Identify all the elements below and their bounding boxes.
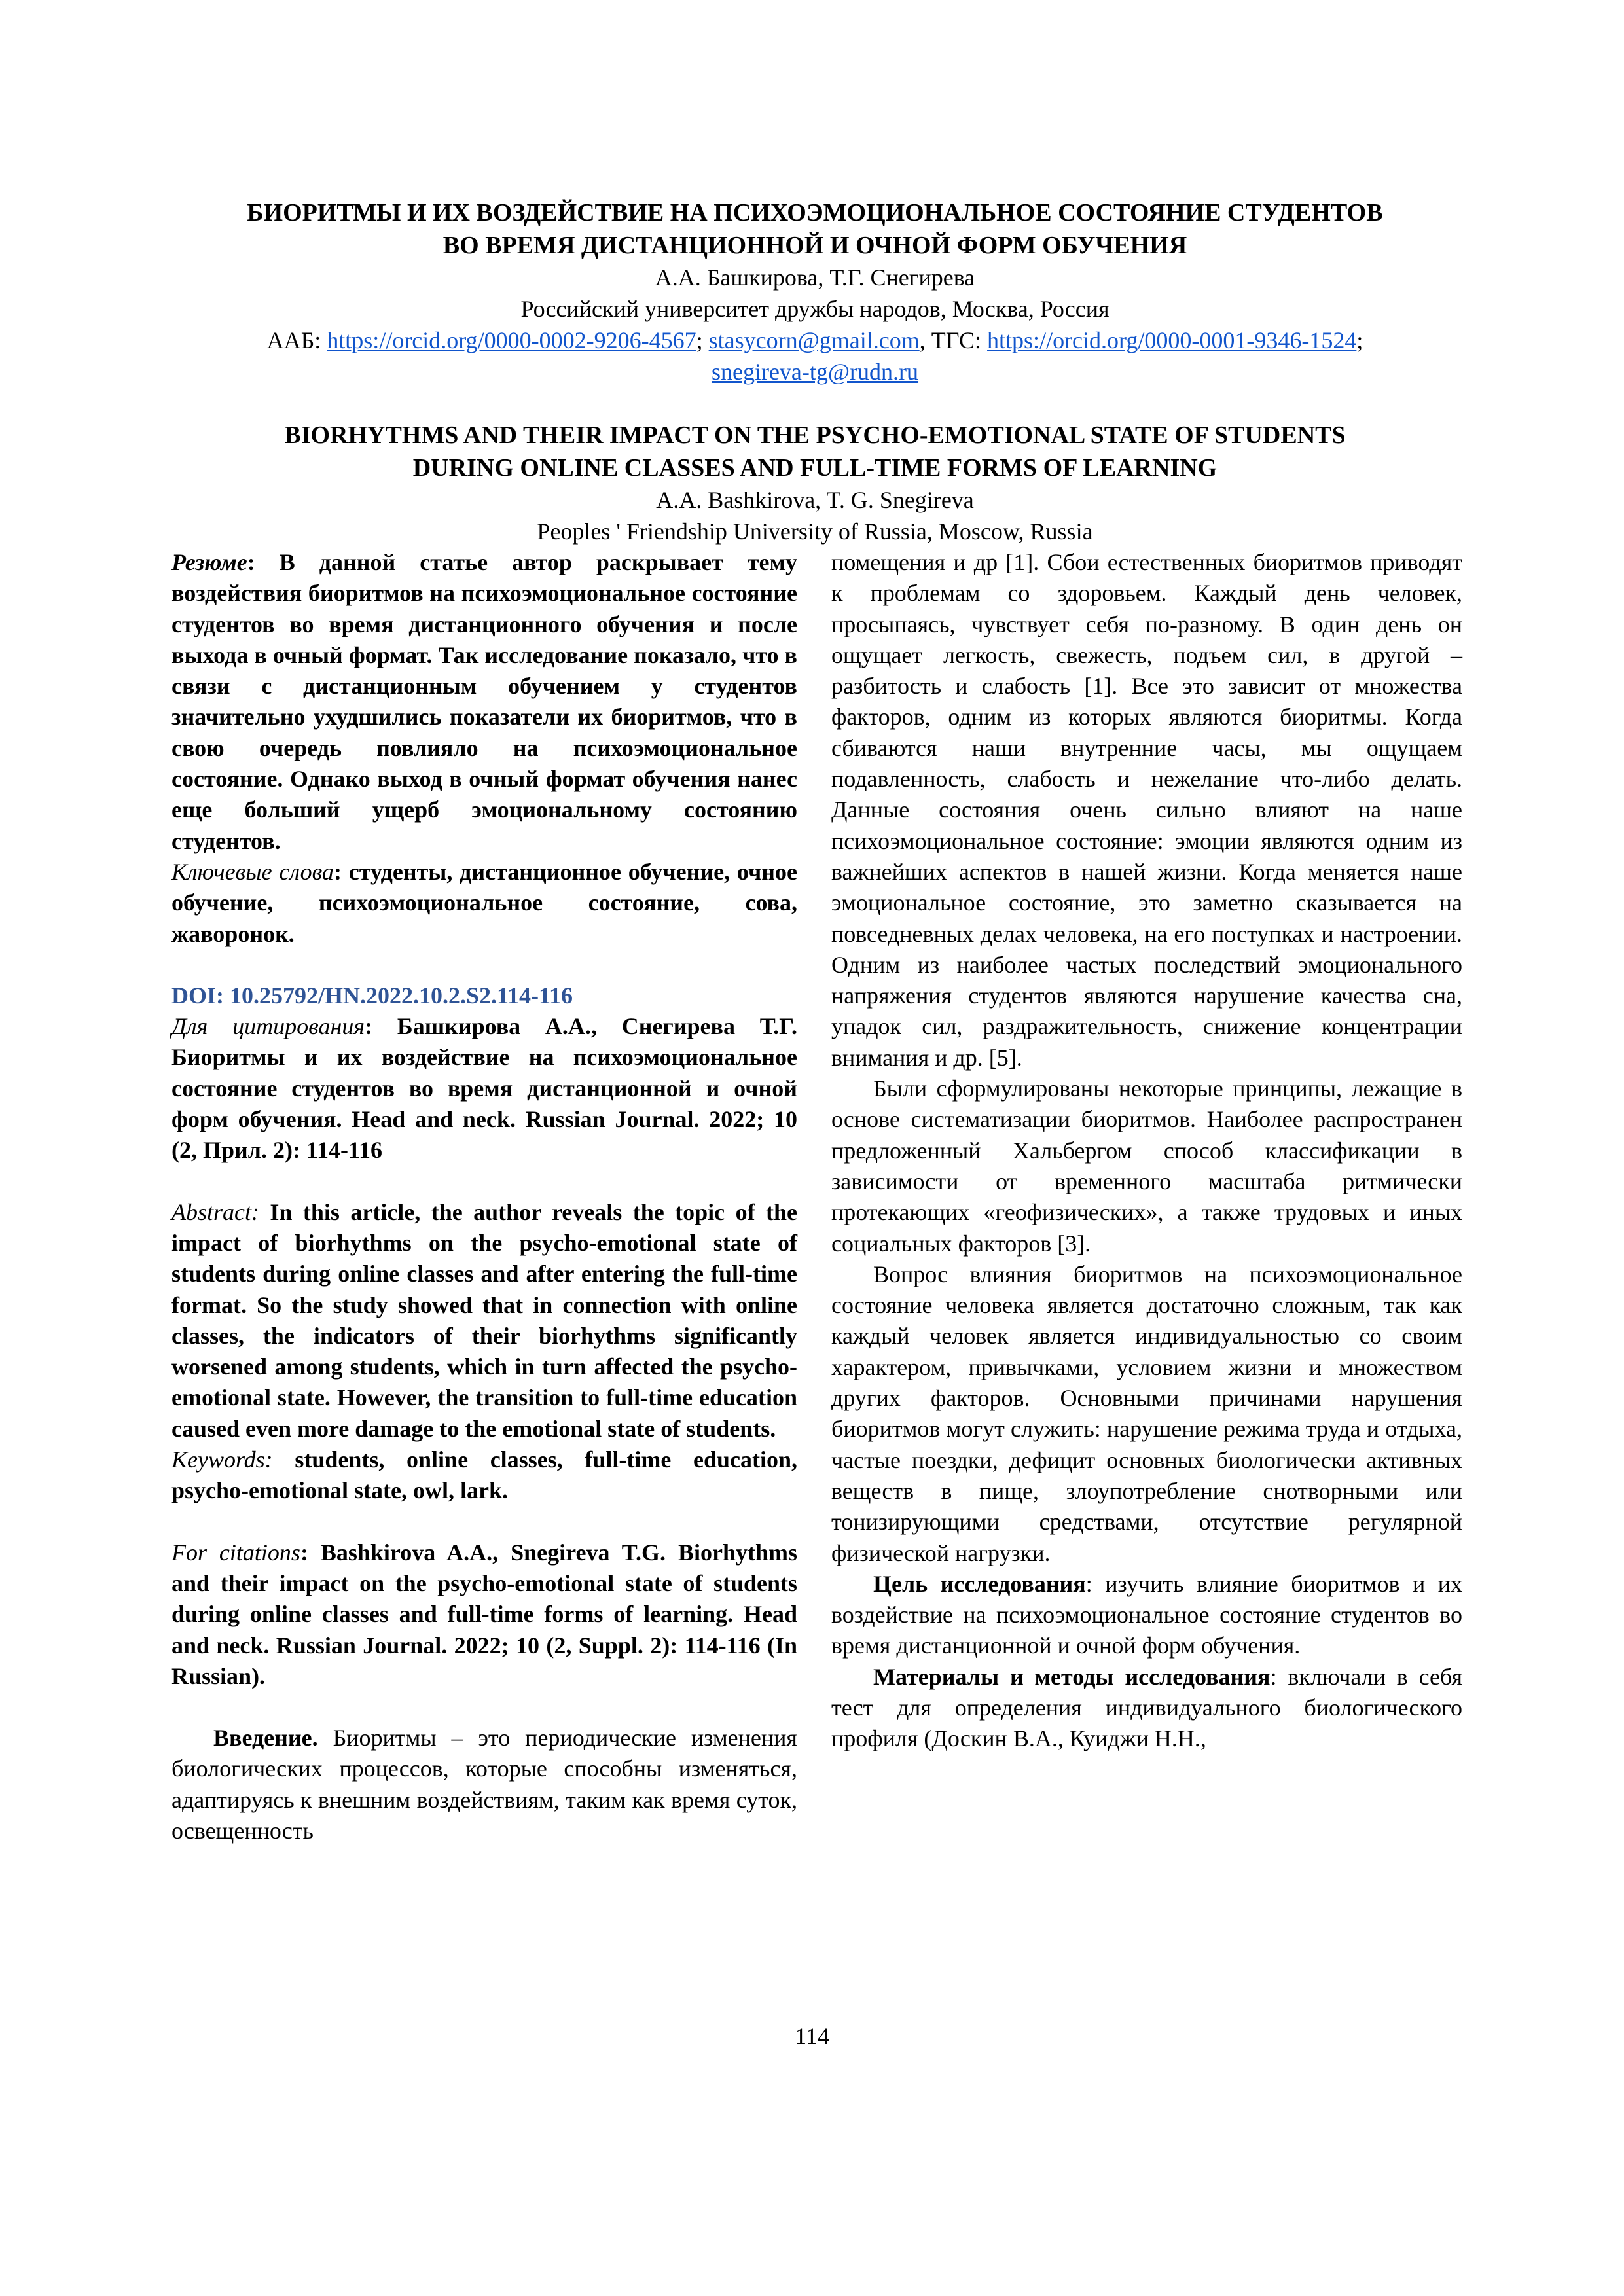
russian-title-line-2: ВО ВРЕМЯ ДИСТАНЦИОННОЙ И ОЧНОЙ ФОРМ ОБУЧЕНИЯ [442, 232, 1187, 259]
aab-email-link[interactable]: stasycorn@gmail.com [708, 327, 920, 353]
body-paragraph-1: помещения и др [1]. Сбои естественных биоритмов приводят к проблемам со здоровьем. Каждый день человек, просыпаясь, чувствует себя по-разному. В один день он ощущает легкость, свежесть, подъем сил, в другой – разбитость и слабость [1]. Все это зависит от множества факторов, одним из которых являются биоритмы. Когда сбиваются наши внутренние часы, мы ощущаем подавленность, слабость и нежелание что-либо делать. Данные состояния очень сильно влияют на наше психоэмоциональное состояние: эмоции являются одним из важнейших аспектов в нашей жизни. Когда меняется наше эмоциональное состояние, это заметно сказывается на повседневных делах человека, на его поступках и настроении. Одним из наиболее частых последствий эмоционального напряжения студентов являются нарушение качества сна, упадок сил, раздражительность, снижение концентрации внимания и др. [5]. [831, 549, 1462, 1071]
russian-title-line-1: БИОРИТМЫ И ИХ ВОЗДЕЙСТВИЕ НА ПСИХОЭМОЦИОНАЛЬНОЕ СОСТОЯНИЕ СТУДЕНТОВ [247, 199, 1383, 226]
citation-ru-text: : Башкирова А.А., Снегирева Т.Г. Биоритмы и их воздействие на психоэмоциональное состояние студентов во время дистанционной и очной форм обучения. Head and neck. Russian Journal. 2022; 10 (2, Прил. 2): 114-116 [171, 1013, 798, 1164]
aab-orcid-link[interactable]: https://orcid.org/0000-0002-9206-4567 [327, 327, 696, 353]
doi: DOI: 10.25792/HN.2022.10.2.S2.114-116 [171, 982, 573, 1009]
separator: ; [1356, 327, 1363, 353]
english-header [164, 419, 1466, 547]
resume-text: : В данной статье автор раскрывает тему воздействия биоритмов на психоэмоциональное состояние студентов во время дистанционного обучения и после выхода в очный формат. Так исследование показало, что в связи с дистанционным обучением у студентов значительно ухудшились показатели их биоритмов, что в свою очередь повлияло на психоэмоциональное состояние. Однако выход в очный формат обучения нанес еще больший ущерб эмоциональному состоянию студентов. [171, 549, 797, 854]
body-paragraph-3: Вопрос влияния биоритмов на психоэмоциональное состояние человека является достаточно сложным, так как каждый человек является индивидуальностью со своим характером, привычками, условием жизни и множеством других факторов. Основными причинами нарушения биоритмов могут служить: нарушение режима труда и отдыха, частые поездки, дефицит основных биологически активных веществ в пище, злоупотребление снотворными или тонизирующими средствами, отсутствие регулярной физической нагрузки. [831, 1261, 1462, 1566]
keywords-ru-text: : студенты, дистанционное обучение, очное обучение, психоэмоциональное состояние, сова, жаворонок. [171, 858, 797, 947]
keywords-en-label: Keywords: [171, 1446, 273, 1473]
contacts-line [164, 325, 1466, 356]
english-title-line-2: DURING ONLINE CLASSES AND FULL-TIME FORMS OF LEARNING [412, 454, 1218, 482]
resume-paragraph [171, 547, 797, 857]
introduction-paragraph [171, 1723, 797, 1846]
tgs-orcid-link[interactable]: https://orcid.org/0000-0001-9346-1524 [987, 327, 1357, 353]
resume-label: Резюме [171, 549, 247, 575]
keywords-ru-paragraph [171, 857, 797, 950]
body-paragraph-2: Были сформулированы некоторые принципы, лежащие в основе систематизации биоритмов. Наиболее распространен предложенный Хальбергом способ классификации в зависимости от временного масштаба ритмически протекающих «геофизических», а также трудовых и иных социальных факторов [3]. [831, 1075, 1462, 1257]
citation-en-text: : Bashkirova A.A., Snegireva T.G. Biorhythms and their impact on the psycho-emotional state of students during online classes and full-time forms of learning. Head and neck. Russian Journal. 2022; 10 (2, Suppl. 2): 114-116 (In Russian). [171, 1539, 798, 1689]
citation-ru-paragraph [171, 1011, 797, 1166]
keywords-en-paragraph [171, 1444, 797, 1507]
russian-authors: А.А. Башкирова, Т.Г. Снегирева [655, 264, 975, 291]
methods-paragraph [831, 1662, 1462, 1755]
tgs-email-link[interactable]: snegireva-tg@rudn.ru [711, 359, 919, 385]
separator: ; [696, 327, 709, 353]
citation-en-label: For citations [171, 1539, 300, 1566]
methods-label: Материалы и методы исследования [873, 1663, 1271, 1690]
keywords-en-text: students, online classes, full-time education, psycho-emotional state, owl, lark. [171, 1446, 797, 1504]
page-number: 114 [795, 2023, 829, 2049]
citation-en-paragraph [171, 1537, 797, 1692]
introduction-text: Биоритмы – это периодические изменения биологических процессов, которые способны изменяться, адаптируясь к внешним воздействиям, таким как время суток, освещенность [171, 1725, 797, 1844]
english-authors: A.A. Bashkirova, T. G. Snegireva [656, 487, 974, 513]
abstract-text: In this article, the author reveals the topic of the impact of biorhythms on the psycho-emotional state of students during online classes and after entering the full-time format. So the study showed that in connection with online classes, the indicators of their biorhythms significantly worsened among students, which in turn affected the psycho-emotional state. However, the transition to full-time education caused even more damage to the emotional state of students. [171, 1198, 797, 1442]
keywords-ru-label: Ключевые слова [171, 858, 334, 885]
aim-text: : изучить влияние биоритмов и их воздействие на психоэмоциональное состояние студентов во время дистанционной и очной форм обучения. [831, 1570, 1462, 1659]
tgs-label: , ТГС: [919, 327, 988, 353]
right-column [831, 547, 1462, 1755]
aab-label: ААБ: [266, 327, 327, 353]
english-affiliation: Peoples ' Friendship University of Russia, Moscow, Russia [537, 518, 1093, 545]
russian-header [164, 196, 1466, 387]
left-column [171, 547, 797, 1846]
aim-paragraph [831, 1569, 1462, 1662]
citation-ru-label: Для цитирования [171, 1013, 365, 1040]
russian-affiliation: Российский университет дружбы народов, Москва, Россия [520, 296, 1110, 322]
contacts-line-2 [164, 356, 1466, 387]
methods-text: : включали в себя тест для определения индивидуального биологического профиля (Доскин В.А., Куиджи Н.Н., [831, 1663, 1462, 1752]
abstract-label: Abstract: [171, 1198, 259, 1225]
introduction-label: Введение. [213, 1725, 318, 1751]
abstract-paragraph [171, 1197, 797, 1444]
aim-label: Цель исследования [873, 1570, 1086, 1597]
english-title-line-1: BIORHYTHMS AND THEIR IMPACT ON THE PSYCHO-EMOTIONAL STATE OF STUDENTS [284, 422, 1346, 449]
